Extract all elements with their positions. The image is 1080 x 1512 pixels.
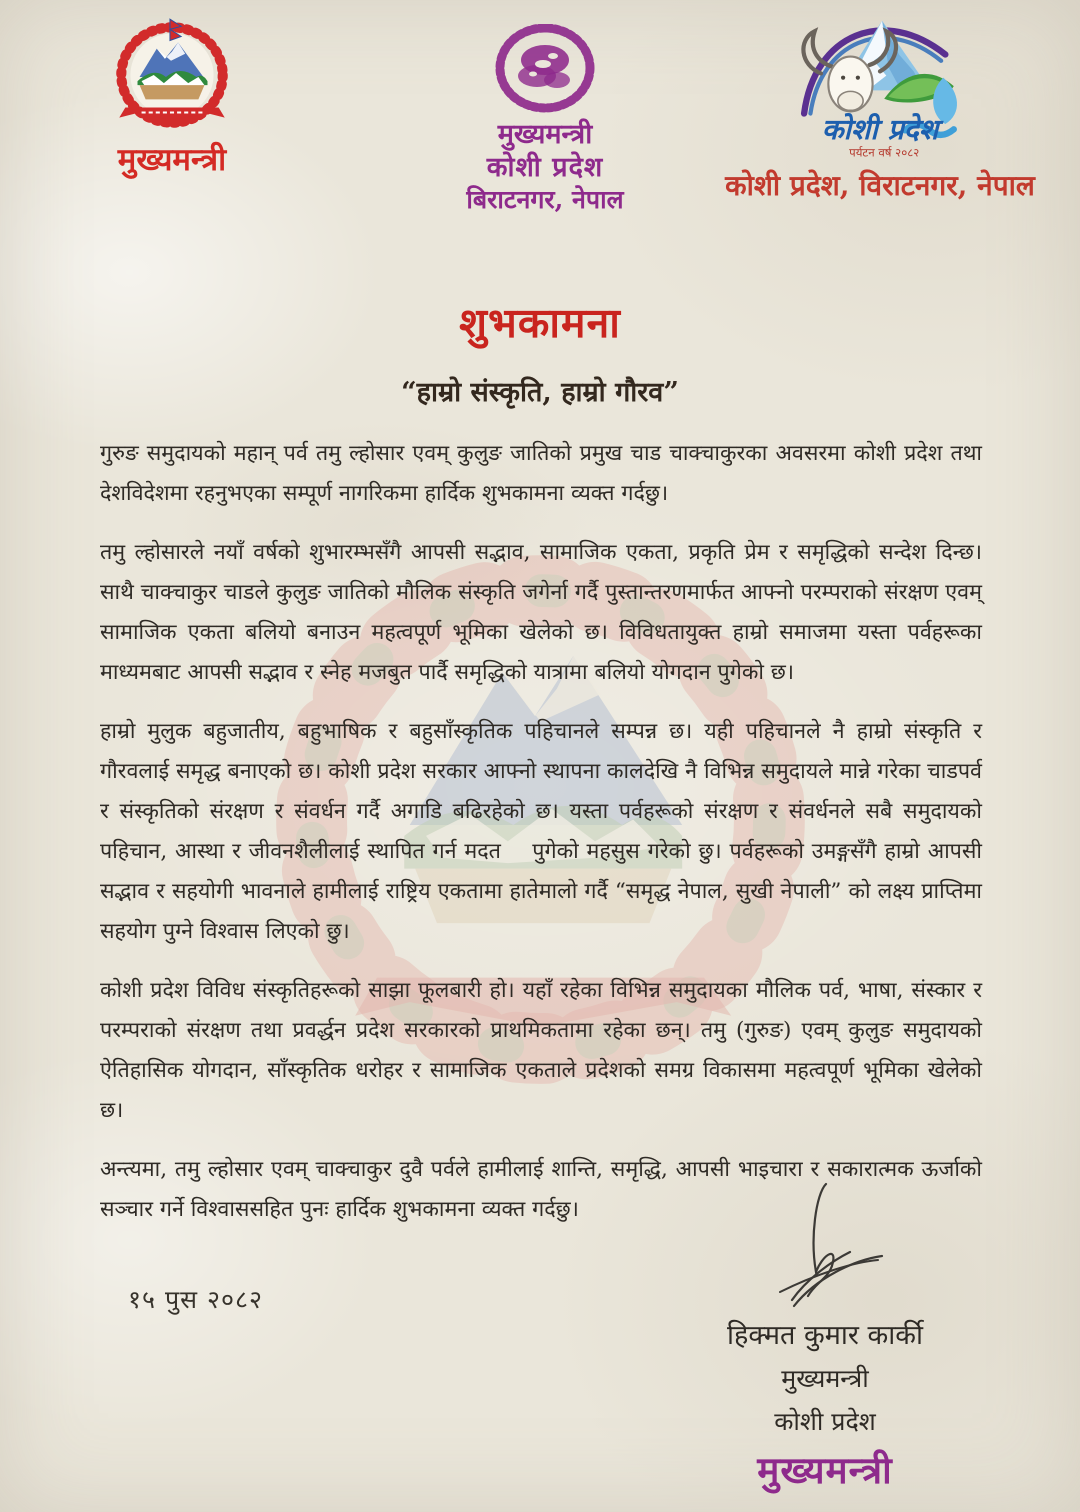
cm-office-stamp <box>442 24 648 214</box>
left-emblem-label: मुख्यमन्त्री <box>117 142 227 178</box>
stamp-emblem-icon <box>485 24 605 116</box>
signature-block <box>662 1180 988 1494</box>
letter-body <box>100 434 982 1249</box>
paragraph-5: अन्त्यमा, तमु ल्होसार एवम् चाक्चाकुर दुवै पर्वले हामीलाई शान्ति, समृद्धि, आपसी भाइचारा र सकारात्मक ऊर्जाको सञ्चार गर्ने विश्वाससहित पुनः हार्दिक शुभकामना व्यक्त गर्दछु। <box>100 1157 982 1222</box>
signatory-post: मुख्यमन्त्री <box>781 1364 869 1394</box>
letter-title: शुभकामना <box>459 299 621 347</box>
koshi-logo-title: कोशी प्रदेश <box>821 111 939 146</box>
right-header-label: कोशी प्रदेश, विराटनगर, नेपाल <box>725 169 1035 202</box>
stamp-line-post: मुख्यमन्त्री <box>497 119 593 150</box>
signatory-name: हिक्मत कुमार कार्की <box>727 1320 923 1351</box>
paragraph-2: तमु ल्होसारले नयाँ वर्षको शुभारम्भसँगै आपसी सद्भाव, सामाजिक एकता, प्रकृति प्रेम र समृद्धिको सन्देश दिन्छ। साथै चाक्चाकुर चाडले कुलुङ जातिको मौलिक संस्कृति जगेर्ना गर्दै पुस्तान्तरणमार्फत आफ्नो परम्पराको संरक्षण एवम् सामाजिक एकता बलियो बनाउन महत्वपूर्ण भूमिका खेलेको छ। विविधतायुक्त हाम्रो समाजमा यस्ता पर्वहरूका माध्यमबाट आपसी सद्भाव र स्नेह मजबुत पार्दै समृद्धिको यात्रामा बलियो योगदान पुगेको छ। <box>100 540 982 685</box>
paragraph-3: हाम्रो मुलुक बहुजातीय, बहुभाषिक र बहुसाँस्कृतिक पहिचानले सम्पन्न छ। यही पहिचानले नै हाम्रो संस्कृति र गौरवलाई समृद्ध बनाएको छ। कोशी प्रदेश सरकार आफ्नो स्थापना कालदेखि नै विभिन्न समुदायले मान्ने गरेका चाडपर्व र संस्कृतिको संरक्षण र संवर्धन गर्दै अगाडि बढिरहेको छ। यस्ता पर्वहरूको संरक्षण र संवर्धनले सबै समुदायको पहिचान, आस्था र जीवनशैलीलाई स्थापित गर्न मदत पुगेको महसुस गरेको छु। पर्वहरूको उमङ्गसँगै हाम्रो आपसी सद्भाव र सहयोगी भावनाले हामीलाई राष्ट्रिय एकतामा हातेमालो गर्दै “समृद्ध नेपाल, सुखी नेपाली” को लक्ष्य प्राप्तिमा सहयोग पुग्ने विश्वास लिएको छु। <box>100 719 982 944</box>
signature-icon <box>750 1180 900 1328</box>
koshi-tourism-logo-icon <box>782 6 978 162</box>
stamp-line-province: कोशी प्रदेश <box>486 152 604 184</box>
koshi-logo-caption: पर्यटन वर्ष २०८२ <box>849 145 920 160</box>
letter-subtitle: “हाम्रो संस्कृति, हाम्रो गौरव” <box>401 377 679 408</box>
signatory-province: कोशी प्रदेश <box>774 1407 876 1437</box>
paragraph-4: कोशी प्रदेश विविध संस्कृतिहरूको साझा फूलबारी हो। यहाँ रहेका विभिन्न समुदायका मौलिक पर्व, भाषा, संस्कार र परम्पराको संरक्षण तथा प्रवर्द्धन प्रदेश सरकारको प्राथमिकतामा रहेका छन्। तमु (गुरुङ) एवम् कुलुङ समुदायको ऐतिहासिक योगदान, साँस्कृतिक धरोहर र सामाजिक एकताले प्रदेशको समग्र विकासमा महत्वपूर्ण भूमिका खेलेको छ। <box>100 978 982 1123</box>
nepal-government-emblem-block <box>94 18 250 180</box>
koshi-province-logo-block <box>698 6 1062 204</box>
letter-date: १५ पुस २०८२ <box>128 1285 263 1314</box>
stamp-line-city: बिराटनगर, नेपाल <box>466 185 624 215</box>
signature-stamp-text: मुख्यमन्त्री <box>757 1448 893 1493</box>
nepal-coat-of-arms-icon <box>101 18 243 132</box>
paragraph-1: गुरुङ समुदायको महान् पर्व तमु ल्होसार एवम् कुलुङ जातिको प्रमुख चाड चाक्चाकुरका अवसरमा कोशी प्रदेश तथा देशविदेशमा रहनुभएका सम्पूर्ण नागरिकमा हार्दिक शुभकामना व्यक्त गर्दछु। <box>100 441 982 506</box>
